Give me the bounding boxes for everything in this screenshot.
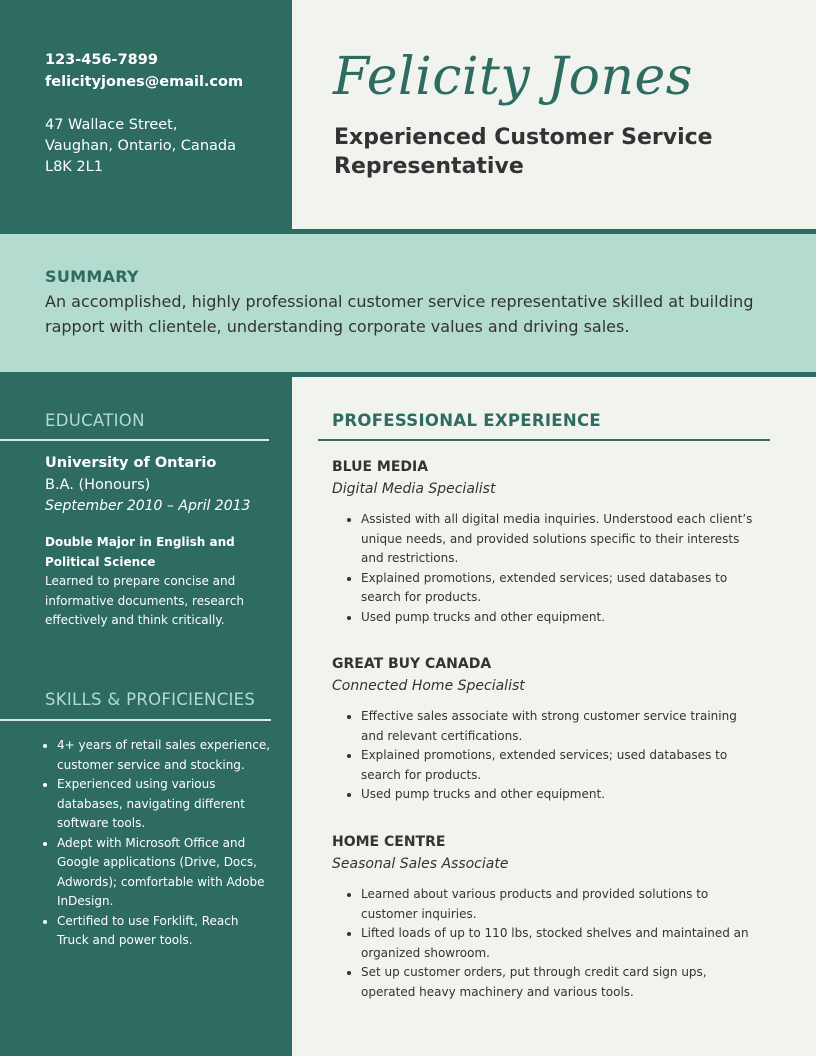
job-entry (332, 831, 762, 1002)
job-duty: • Effective sales associate with strong customer service training and relevant certifications. (361, 707, 762, 746)
skill-item: • 4+ years of retail sales experience, customer service and stocking. (57, 736, 272, 775)
job-role: Digital Media Specialist (332, 481, 496, 497)
skills-rule (0, 719, 271, 721)
job-headline: Experienced Customer Service Representative (334, 125, 713, 179)
address-line-2: Vaughan, Ontario, Canada (45, 138, 236, 154)
job-duties (332, 885, 762, 1002)
job-entry (332, 456, 762, 627)
address-line-1: 47 Wallace Street, (45, 117, 178, 133)
summary-text: An accomplished, highly professional customer service representative skilled at building rapport with clientele, understanding corporate values and driving sales. (45, 292, 754, 336)
job-duties (332, 707, 762, 805)
job-duty: • Assisted with all digital media inquiries. Understood each client’s unique needs, and provided solutions specific to their interests and restrictions. (361, 510, 762, 569)
job-company: BLUE MEDIA (332, 459, 429, 475)
job-duty: • Explained promotions, extended services; used databases to search for products. (361, 746, 762, 785)
skills-list (39, 736, 272, 951)
education-dates: September 2010 – April 2013 (45, 498, 251, 514)
job-entry (332, 653, 762, 805)
job-duties (332, 510, 762, 627)
skill-item: • Certified to use Forklift, Reach Truck and power tools. (57, 912, 272, 951)
education-description: Learned to prepare concise and informative documents, research effectively and think critically. (45, 574, 244, 627)
education-school: University of Ontario (45, 455, 217, 471)
header-panel (292, 0, 816, 229)
education-heading: EDUCATION (45, 411, 145, 430)
skill-item: • Experienced using various databases, navigating different software tools. (57, 775, 272, 834)
job-company: GREAT BUY CANADA (332, 656, 492, 672)
phone-number: 123-456-7899 (45, 52, 158, 68)
job-company: HOME CENTRE (332, 834, 446, 850)
job-duty: • Lifted loads of up to 110 lbs, stocked shelves and maintained an organized showroom. (361, 924, 762, 963)
skill-item: • Adept with Microsoft Office and Google applications (Drive, Docs, Adwords); comfortable with Adobe InDesign. (57, 834, 272, 912)
job-duty: • Used pump trucks and other equipment. (361, 785, 762, 805)
job-role: Connected Home Specialist (332, 678, 525, 694)
job-role: Seasonal Sales Associate (332, 856, 509, 872)
job-duty: • Explained promotions, extended services; used databases to search for products. (361, 569, 762, 608)
experience-heading: PROFESSIONAL EXPERIENCE (332, 411, 601, 430)
candidate-name: Felicity Jones (333, 47, 693, 107)
email-address: felicityjones@email.com (45, 74, 244, 90)
education-degree: B.A. (Honours) (45, 477, 151, 493)
skills-heading: SKILLS & PROFICIENCIES (45, 690, 256, 709)
education-major: Double Major in English and Political Science (45, 535, 235, 569)
experience-rule (318, 439, 770, 441)
job-duty: • Learned about various products and provided solutions to customer inquiries. (361, 885, 762, 924)
summary-heading: SUMMARY (45, 267, 139, 286)
address-line-3: L8K 2L1 (45, 159, 103, 175)
job-duty: • Used pump trucks and other equipment. (361, 608, 762, 628)
job-duty: • Set up customer orders, put through credit card sign ups, operated heavy machinery and various tools. (361, 963, 762, 1002)
education-rule (0, 439, 269, 441)
